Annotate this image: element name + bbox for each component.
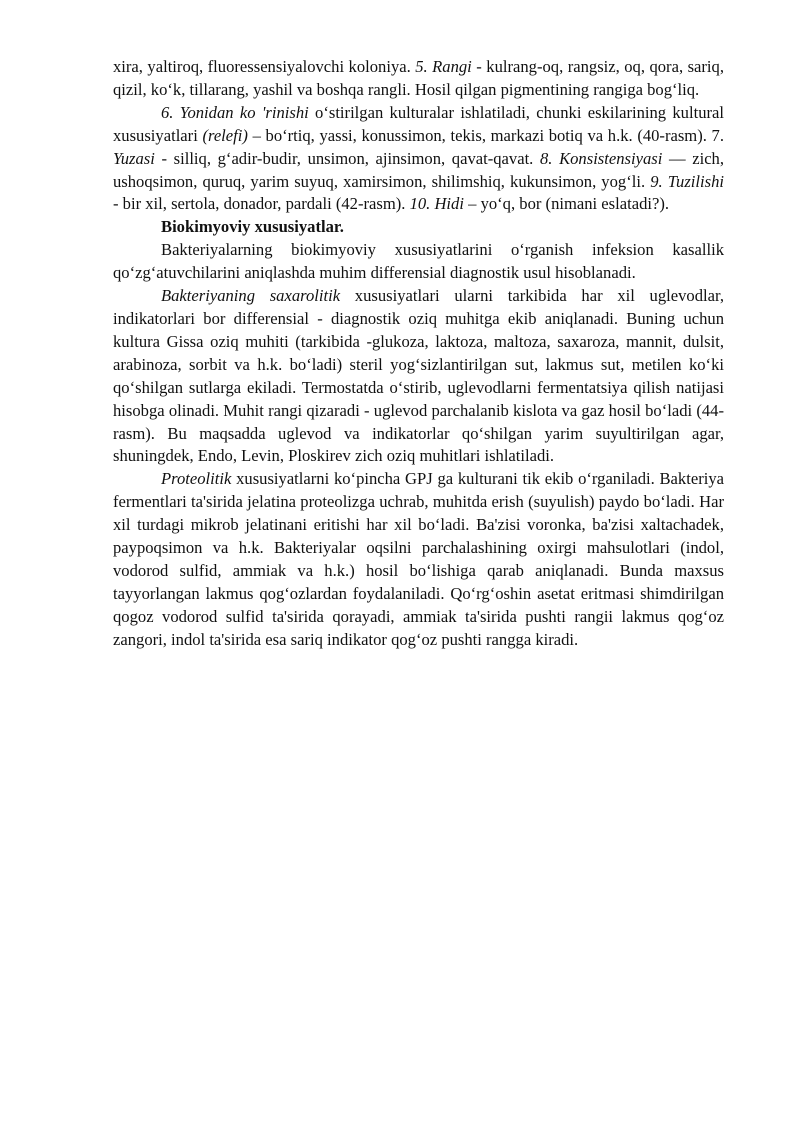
text-run: (relefi) — [202, 125, 248, 145]
text-run: Yuzasi — [113, 148, 155, 168]
paragraph-saccharolytic — [113, 285, 724, 468]
text-run: Proteolitik — [161, 469, 232, 489]
section-heading — [113, 216, 724, 239]
text-run: - bir xil, sertola, donador, pardali (42-rasm). — [113, 194, 410, 214]
text-run: xira, yaltiroq, fluoressensiyalovchi koloniya. — [113, 57, 416, 76]
text-run: — zich, ushoqsimon, quruq, yarim suyuq, xamirsimon, shilimshiq, kukunsimon, yog‘li. — [113, 148, 725, 191]
text-run: - kulrang-oq, rangsiz, oq, qora, sariq, qizil, ko‘k, tillarang, yashil va boshqa rangli. Hosil qilgan pigmentining rangiga bog‘liq. — [113, 57, 724, 99]
text-run: 6. Yonidan ko 'rinishi — [161, 102, 309, 122]
text-run: Bakteriyaning saxarolitik — [161, 286, 341, 306]
text-run: 8. Konsistensiyasi — [539, 148, 663, 168]
paragraph-colony-features — [113, 56, 724, 102]
paragraph-proteolytic — [113, 468, 724, 651]
text-run: xususiyatlari ularni tarkibida har xil uglevodlar, indikatorlari bor differensial - diagnostik oziq muhitga ekib aniqlanadi. Buning uchun kultura Gissa oziq muhiti (tarkibida -glukoza, laktoza, maltoza, saxaroza, mannit, dulsit, arabinoza, sorbit va h.k. bo‘ladi) steril yog‘sizlantirilgan sut, lakmus sut, metilen ko‘ki qo‘shilgan sutlarga ekiladi. Termostatda o‘stirib, uglevodlarni fermentatsiya qilish natijasi hisobga olinadi. Muhit rangi qizaradi - uglevod parchalanib kislota va gaz hosil bo‘ladi (44-rasm). Bu maqsadda uglevod va indikatorlar qo‘shilgan yarim suyultirilgan agar, shuningdek, Endo, Levin, Ploskirev zich oziq muhitlari ishlatiladi. — [113, 286, 725, 466]
text-run: – bo‘rtiq, yassi, konussimon, tekis, markazi botiq va h.k. (40-rasm). 7. — [247, 125, 724, 145]
text-run: – yo‘q, bor (nimani eslatadi?). — [463, 194, 670, 214]
paragraph-biochemical-intro — [113, 239, 724, 285]
text-run: - silliq, g‘adir-budir, unsimon, ajinsimon, qavat-qavat. — [154, 148, 540, 168]
heading-text: Biokimyoviy xususiyatlar. — [161, 217, 344, 237]
text-run: o‘stirilgan kulturalar ishlatiladi, chunki eskilarining kultural xususiyatlari — [113, 102, 725, 145]
text-run: 5. Rangi — [415, 57, 472, 76]
text-run: 10. Hidi — [409, 194, 464, 214]
text-run: Bakteriyalarning biokimyoviy xususiyatlarini o‘rganish infeksion kasallik qo‘zg‘atuvchilarini aniqlashda muhim differensial diagnostik usul hisoblanadi. — [113, 240, 724, 283]
document-page — [113, 56, 724, 652]
text-run: 9. Tuzilishi — [650, 171, 725, 191]
paragraph-relief — [113, 102, 724, 217]
text-run: xususiyatlarni ko‘pincha GPJ ga kulturani tik ekib o‘rganiladi. Bakteriya fermentlari ta'sirida jelatina proteolizga uchrab, muhitda erish (suyulish) paydo bo‘ladi. Har xil turdagi mikrob jelatinani eritishi har xil bo‘ladi. Ba'zisi voronka, ba'zisi xaltachadek, paypoqsimon va h.k. Bakteriyalar oqsilni parchalashining oxirgi mahsulotlari (indol, vodorod sulfid, ammiak va h.k.) hosil bo‘lishiga qarab aniqlanadi. Bunda maxsus tayyorlangan lakmus qog‘ozlardan foydalaniladi. Qo‘rg‘oshin asetat eritmasi shimdirilgan qogoz vodorod sulfid ta'sirida qorayadi, ammiak ta'sirida pushti rangii lakmus qog‘oz zangori, indol ta'sirida esa sariq indikator qog‘oz pushti rangga kiradi. — [113, 469, 724, 649]
